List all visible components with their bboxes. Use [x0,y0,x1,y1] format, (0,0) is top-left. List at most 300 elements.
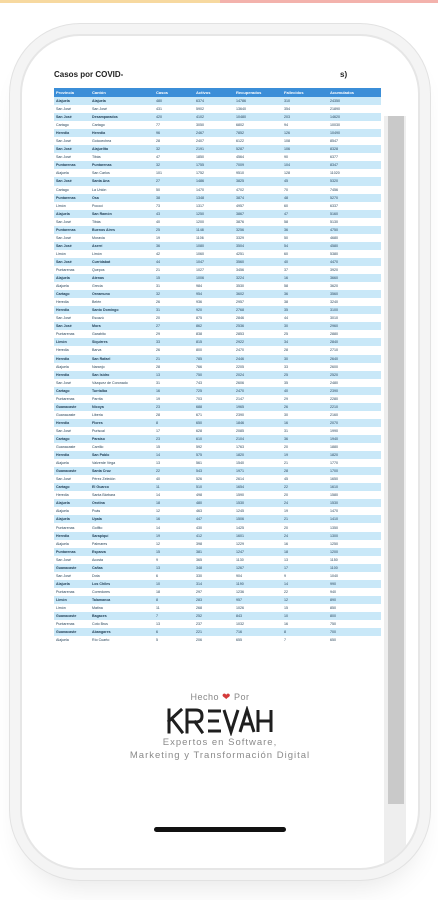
table-cell: San Isidro [90,371,154,379]
table-row[interactable] [54,491,381,499]
table-row[interactable] [54,137,381,145]
table-cell: 655 [234,636,282,644]
table-cell: 16 [282,540,328,548]
table-cell: Turrialba [90,387,154,395]
table-row[interactable] [54,266,381,274]
table-cell: 5320 [328,177,381,185]
table-cell: 10480 [234,113,282,121]
table-cell: Alajuela [54,515,90,523]
table-cell: Puntarenas [54,588,90,596]
table-cell: 862 [194,322,234,330]
table-cell: Dota [90,572,154,580]
table-cell: 3504 [234,242,282,250]
table-cell: 2085 [234,427,282,435]
table-cell: Sarapiquí [90,532,154,540]
table-row[interactable] [54,290,381,298]
table-body[interactable] [54,97,381,644]
table-cell: Cañas [90,564,154,572]
table-cell: 1850 [194,153,234,161]
table-row[interactable] [54,258,381,266]
table-cell: Alajuela [54,210,90,218]
table-cell: 23 [154,403,194,411]
table-row[interactable] [54,218,381,226]
table-cell: 3825 [234,177,282,185]
table-cell: 12 [154,507,194,515]
table-row[interactable] [54,540,381,548]
table-cell: Pérez Zeledón [90,475,154,483]
table-cell: Grecia [90,282,154,290]
table-cell: 16 [282,419,328,427]
table-cell: Puriscal [90,427,154,435]
table-cell: 940 [328,588,381,596]
column-header[interactable]: Casos [154,88,194,97]
table-cell: San Rafael [90,355,154,363]
table-row[interactable] [54,427,381,435]
table-row[interactable] [54,226,381,234]
table-row[interactable] [54,210,381,218]
table-cell: 73 [154,202,194,210]
table-cell: 4102 [194,113,234,121]
table-cell: 463 [194,507,234,515]
table-cell: 31 [154,306,194,314]
table-row[interactable] [54,564,381,572]
table-cell: 14 [154,451,194,459]
table-cell: San José [54,427,90,435]
table-cell: 11 [154,483,194,491]
table-row[interactable] [54,153,381,161]
table-cell: 13 [154,371,194,379]
table-cell: 2024 [234,371,282,379]
table-row[interactable] [54,298,381,306]
table-row[interactable] [54,161,381,169]
table-cell: 30 [282,355,328,363]
table-cell: 1763 [234,443,282,451]
table-cell: 2520 [328,371,381,379]
table-cell: Heredia [54,419,90,427]
table-cell: 20 [282,523,328,531]
table-row[interactable] [54,467,381,475]
table-cell: 2640 [328,355,381,363]
table-cell: 2205 [234,363,282,371]
table-cell: 252 [194,612,234,620]
table-cell: San José [54,556,90,564]
table-cell: 936 [194,298,234,306]
table-row[interactable] [54,580,381,588]
table-cell: Poás [90,507,154,515]
table-cell: 2768 [234,306,282,314]
table-cell: 1965 [234,403,282,411]
table-cell: 1470 [328,507,381,515]
table-cell: Esparza [90,548,154,556]
table-cell: 10 [154,580,194,588]
table-row[interactable] [54,97,381,105]
table-cell: Alajuela [54,507,90,515]
table-cell: 77 [154,121,194,129]
table-row[interactable] [54,363,381,371]
table-cell: Golfito [90,523,154,531]
table-cell: 7 [154,612,194,620]
table-cell: 1506 [234,515,282,523]
table-row[interactable] [54,282,381,290]
table-row[interactable] [54,338,381,346]
table-row[interactable] [54,129,381,137]
table-cell: 15 [154,443,194,451]
table-cell: 9510 [234,169,282,177]
table-row[interactable] [54,322,381,330]
table-cell: Buenos Aires [90,226,154,234]
phone-frame [22,36,418,868]
table-cell: Heredia [90,129,154,137]
table-row[interactable] [54,346,381,354]
table-cell: 3876 [234,218,282,226]
table-cell: 128 [282,169,328,177]
table-cell: 430 [194,523,234,531]
table-cell: 14 [154,523,194,531]
table-row[interactable] [54,515,381,523]
table-row[interactable] [54,435,381,443]
table-row[interactable] [54,234,381,242]
table-cell: 2606 [234,379,282,387]
table-cell: 54 [282,242,328,250]
table-cell: 1047 [194,258,234,266]
table-cell: 3050 [194,121,234,129]
table-cell: 60 [282,202,328,210]
table-row[interactable] [54,443,381,451]
table-cell: San José [54,113,90,121]
table-cell: 398 [194,540,234,548]
table-cell: 700 [328,628,381,636]
made-with-love [22,692,418,703]
table-cell: 21 [282,459,328,467]
table-cell: 650 [328,636,381,644]
table-cell: 22 [154,467,194,475]
table-row[interactable] [54,556,381,564]
table-cell: 28 [154,137,194,145]
table-cell: 43 [154,210,194,218]
table-row[interactable] [54,620,381,628]
table-cell: 510 [194,483,234,491]
table-cell: 365 [194,556,234,564]
table-cell: 40 [154,218,194,226]
table-row[interactable] [54,596,381,604]
table-cell: San José [54,145,90,153]
table-row[interactable] [54,105,381,113]
table-cell: Puntarenas [54,161,90,169]
tagline-line-1: Expertos en Software, [162,737,278,748]
table-cell: Belén [90,298,154,306]
table-cell: 101 [154,169,194,177]
table-cell: 1654 [234,483,282,491]
table-cell: San José [54,105,90,113]
table-cell: 42 [154,250,194,258]
column-header[interactable]: Fallecidos [282,88,328,97]
table-row[interactable] [54,202,381,210]
table-cell: 1250 [328,540,381,548]
table-cell: Guanacaste [54,467,90,475]
table-cell: San José [54,137,90,145]
table-cell: 4580 [328,242,381,250]
table-row[interactable] [54,177,381,185]
table-cell: 2280 [328,395,381,403]
table-row[interactable] [54,499,381,507]
table-cell: 10 [282,612,328,620]
table-cell: 32 [154,145,194,153]
table-cell: 2191 [194,145,234,153]
table-cell: Heredia [54,371,90,379]
table-cell: 1060 [194,250,234,258]
table-cell: 33 [282,363,328,371]
table-row[interactable] [54,355,381,363]
table-cell: 2147 [234,395,282,403]
table-cell: 890 [328,596,381,604]
table-cell: 28 [154,411,194,419]
table-cell: Santa Ana [90,177,154,185]
table-cell: 6802 [234,121,282,129]
table-cell: 21 [154,266,194,274]
table-cell: Puntarenas [54,330,90,338]
table-row[interactable] [54,379,381,387]
krevah-logo[interactable] [22,706,418,741]
table-row[interactable] [54,121,381,129]
table-cell: 4470 [328,258,381,266]
table-cell: 610 [194,435,234,443]
table-cell: Upala [90,515,154,523]
table-row[interactable] [54,523,381,531]
table-cell: 17 [282,564,328,572]
table-cell: 3874 [234,194,282,202]
table-cell: 725 [194,387,234,395]
table-row[interactable] [54,250,381,258]
table-cell: 314 [194,580,234,588]
table-cell: Alajuela [54,282,90,290]
table-row[interactable] [54,532,381,540]
table-row[interactable] [54,113,381,121]
table-cell: 33 [154,338,194,346]
table-cell: 2536 [234,322,282,330]
table-cell: Heredia [54,298,90,306]
table-cell: 716 [234,628,282,636]
table-cell: San José [54,153,90,161]
table-row[interactable] [54,507,381,515]
table-row[interactable] [54,314,381,322]
table-cell: Tibás [90,218,154,226]
table-row[interactable] [54,604,381,612]
table-cell: 3010 [328,314,381,322]
table-cell: 13 [154,564,194,572]
table-cell: 1040 [328,572,381,580]
table-cell: 50 [282,234,328,242]
table-row[interactable] [54,274,381,282]
table-row[interactable] [54,194,381,202]
table-row[interactable] [54,628,381,636]
table-row[interactable] [54,330,381,338]
table-cell: Coto Brus [90,620,154,628]
table-cell: 4957 [234,202,282,210]
column-header[interactable]: Provincia [54,88,90,97]
table-cell: 1755 [194,161,234,169]
table-cell: 13 [154,620,194,628]
table-cell: 20 [154,314,194,322]
table-cell: Santa Bárbara [90,491,154,499]
column-header[interactable]: Recuperados [234,88,282,97]
table-cell: San Pablo [90,451,154,459]
table-row[interactable] [54,306,381,314]
krevah-logo-mark [165,706,275,736]
table-cell: 7 [282,636,328,644]
table-cell: Puntarenas [54,620,90,628]
table-cell: 35 [282,379,328,387]
table-cell: 1425 [234,523,282,531]
table-cell: 2407 [194,137,234,145]
table-cell: 38 [282,298,328,306]
table-cell: 957 [234,596,282,604]
table-row[interactable] [54,588,381,596]
table-row[interactable] [54,395,381,403]
table-cell: 1080 [194,242,234,250]
table-cell: 19 [154,532,194,540]
table-cell: 310 [282,97,328,105]
table-row[interactable] [54,419,381,427]
table-cell: 1486 [194,177,234,185]
table-row[interactable] [54,459,381,467]
table-cell: Alajuela [90,97,154,105]
table-cell: Liberia [90,411,154,419]
table-cell: 431 [154,105,194,113]
table-cell: 575 [194,451,234,459]
table-cell: Puntarenas [54,226,90,234]
table-cell: 4702 [234,186,282,194]
table-cell: Cartago [54,483,90,491]
table-cell: 1580 [328,491,381,499]
table-cell: Puntarenas [54,548,90,556]
table-cell: Heredia [54,306,90,314]
table-cell: 2960 [328,322,381,330]
table-row[interactable] [54,548,381,556]
table-cell: 785 [194,355,234,363]
table-row[interactable] [54,451,381,459]
table-cell: 2390 [234,411,282,419]
table-row[interactable] [54,242,381,250]
table-row[interactable] [54,636,381,644]
table-cell: 29 [282,395,328,403]
table-cell: 8328 [328,145,381,153]
table-cell: 1250 [194,210,234,218]
table-cell: Cartago [90,121,154,129]
table-row[interactable] [54,387,381,395]
column-header[interactable]: Acumulados [328,88,381,97]
table-cell: 6377 [328,153,381,161]
table-cell: 12 [154,540,194,548]
table-cell: 36 [282,290,328,298]
table-cell: Guanacaste [54,612,90,620]
table-cell: 40 [154,475,194,483]
table-cell: 526 [194,475,234,483]
table-cell: 1971 [234,467,282,475]
table-cell: Heredia [54,532,90,540]
table-cell: 48 [282,194,328,202]
table-cell: Alajuela [54,636,90,644]
table-row[interactable] [54,411,381,419]
table-row[interactable] [54,475,381,483]
table-row[interactable] [54,403,381,411]
table-cell: Vázquez de Coronado [90,379,154,387]
table-cell: 11 [154,604,194,612]
column-header[interactable]: Activos [194,88,234,97]
table-cell: Guanacaste [54,628,90,636]
by-label: Por [233,692,250,702]
table-cell: 815 [194,338,234,346]
table-cell: 750 [194,371,234,379]
table-cell: 1752 [194,169,234,177]
table-cell: Heredia [54,451,90,459]
table-cell: 30 [282,411,328,419]
table-cell: Guanacaste [54,403,90,411]
table-cell: 14620 [328,113,381,121]
table-cell: Santo Domingo [90,306,154,314]
table-cell: 20 [282,491,328,499]
table-cell: 850 [328,604,381,612]
table-cell: Corredores [90,588,154,596]
table-cell: 6374 [194,97,234,105]
table-cell: 6 [154,628,194,636]
table-cell: 9 [154,556,194,564]
table-cell: 480 [154,97,194,105]
table-cell: 1410 [328,515,381,523]
table-cell: Limón [54,604,90,612]
table-cell: 1940 [328,435,381,443]
table-cell: Puntarenas [54,266,90,274]
table-cell: 18 [154,588,194,596]
table-cell: 25 [282,371,328,379]
table-cell: 1350 [328,523,381,531]
table-cell: San José [54,322,90,330]
home-indicator[interactable] [154,827,286,832]
table-cell: Puntarenas [90,161,154,169]
table-cell: Alajuela [54,580,90,588]
table-cell: 17 [154,427,194,435]
table-row[interactable] [54,572,381,580]
table-row[interactable] [54,169,381,177]
report-title-end: s) [340,70,348,79]
table-cell: 28 [282,346,328,354]
table-cell: 60 [282,250,328,258]
table-cell: 1267 [234,564,282,572]
table-cell: 221 [194,628,234,636]
table-cell: 2390 [328,387,381,395]
table-row[interactable] [54,145,381,153]
table-row[interactable] [54,612,381,620]
table-cell: 743 [194,379,234,387]
table-cell: 1700 [328,467,381,475]
table-cell: 2846 [234,314,282,322]
table-cell: 984 [194,282,234,290]
table-cell: San José [54,475,90,483]
table-cell: 96 [154,129,194,137]
table-row[interactable] [54,186,381,194]
table-cell: Garabito [90,330,154,338]
column-header[interactable]: Cantón [90,88,154,97]
table-cell: 8 [282,628,328,636]
table-cell: 800 [328,612,381,620]
table-cell: 1100 [328,564,381,572]
table-cell: Río Cuarto [90,636,154,644]
table-cell: 22 [282,483,328,491]
table-row[interactable] [54,371,381,379]
table-cell: Acosta [90,556,154,564]
table-row[interactable] [54,483,381,491]
table-cell: 15 [154,548,194,556]
table-cell: 16 [154,387,194,395]
